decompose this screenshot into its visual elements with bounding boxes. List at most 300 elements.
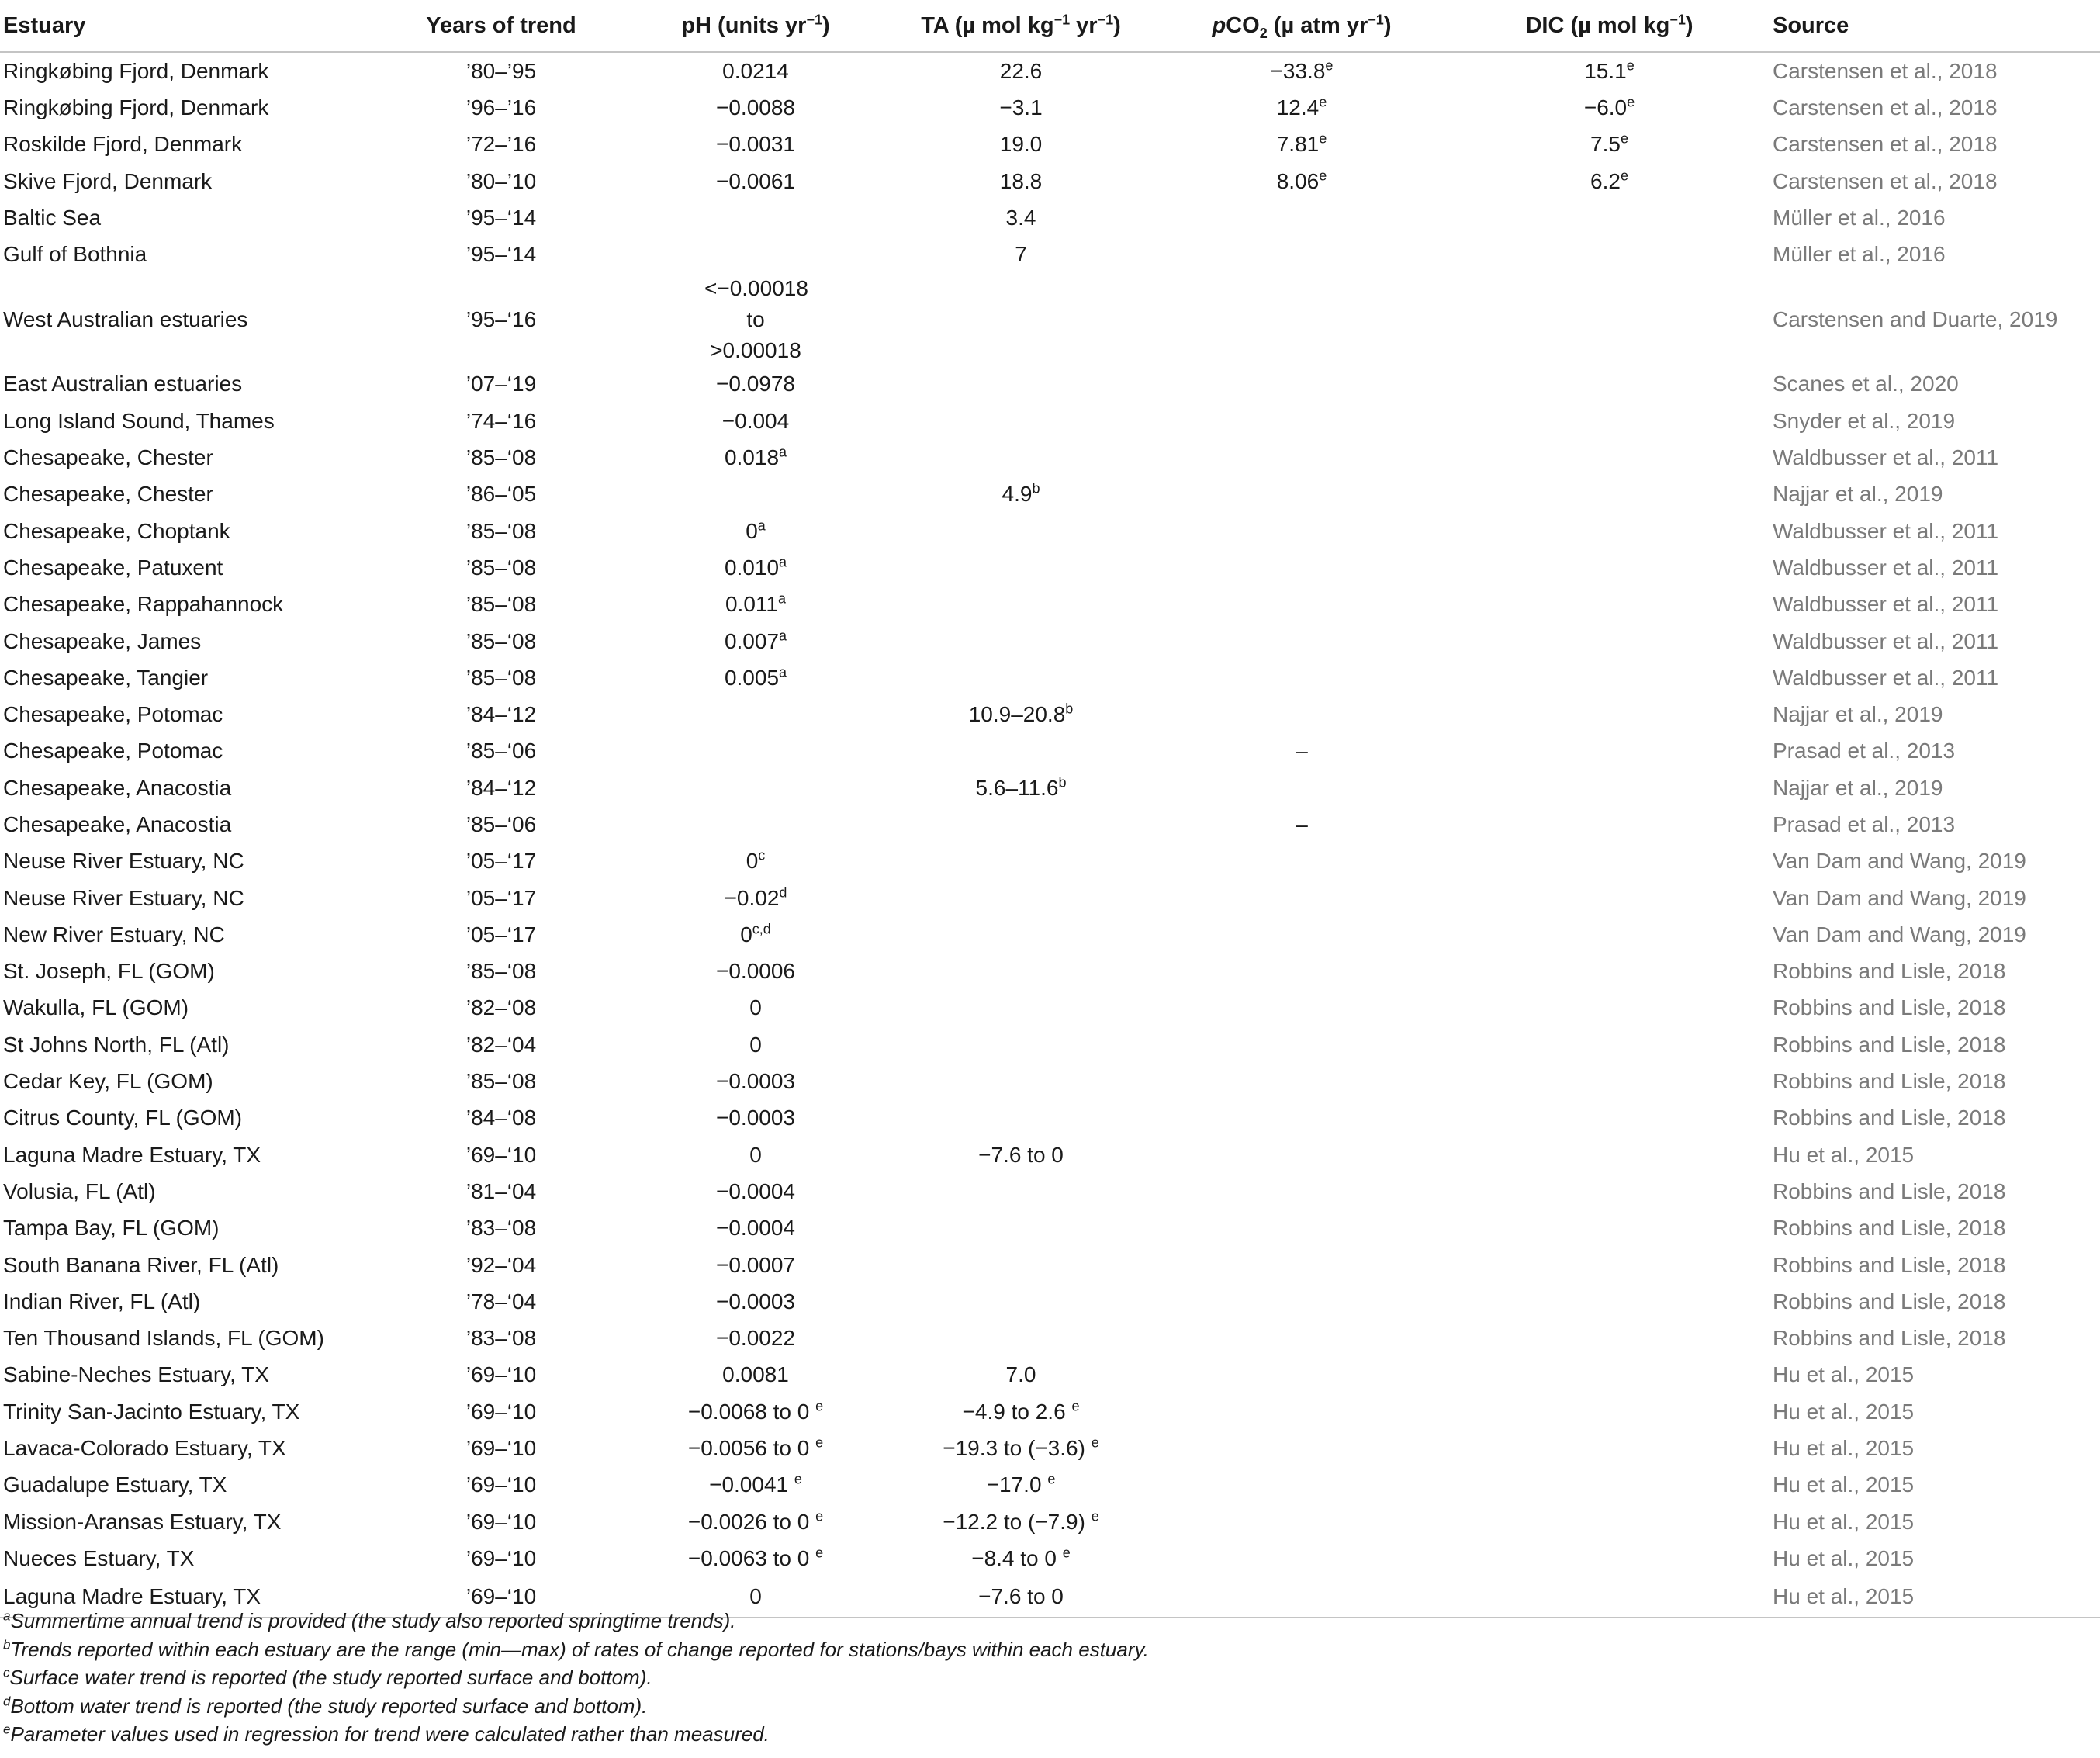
footnote-marker: a <box>779 554 787 570</box>
cell-source: Hu et al., 2015 <box>1773 1545 1915 1570</box>
cell-dic <box>1446 880 1773 916</box>
cell-ta: 7 <box>1015 242 1027 267</box>
table-row <box>0 513 2100 549</box>
cell-dic <box>1446 587 1773 623</box>
cell-ph: −0.0003 <box>716 1289 795 1313</box>
cell-ta: 10.9–20.8$^b$ <box>968 701 1074 727</box>
cell-source: Robbins and Lisle, 2018 <box>1773 1106 2006 1130</box>
cell-estuary: Long Island Sound, Thames <box>3 408 275 433</box>
cell-dic <box>1446 1137 1773 1173</box>
table-row <box>0 273 2100 366</box>
cell-years: ’69–‘10 <box>465 1545 537 1570</box>
cell-pco2 <box>1157 366 1446 403</box>
cell-ta <box>884 1283 1157 1320</box>
cell-pco2 <box>1157 1063 1446 1099</box>
cell-ph: −0.0022 <box>716 1326 795 1351</box>
table-row <box>0 587 2100 623</box>
cell-pco2 <box>1157 953 1446 990</box>
cell-years: ’05–‘17 <box>465 922 537 946</box>
table-row <box>0 1357 2100 1393</box>
cell-ph <box>627 733 884 770</box>
table-row <box>0 236 2100 272</box>
table-row <box>0 696 2100 732</box>
cell-estuary: Lavaca-Colorado Estuary, TX <box>3 1436 286 1461</box>
table-row <box>0 880 2100 916</box>
cell-estuary: Trinity San-Jacinto Estuary, TX <box>3 1399 300 1424</box>
footnote-marker: e <box>815 1434 824 1451</box>
cell-pco2 <box>1157 1540 1446 1576</box>
cell-pco2: −33.8$^e$ <box>1270 57 1334 83</box>
cell-source: Prasad et al., 2013 <box>1773 739 1956 763</box>
cell-estuary: Chesapeake, Choptank <box>3 518 230 543</box>
cell-source: Hu et al., 2015 <box>1773 1142 1915 1167</box>
cell-ta: −3.1 <box>999 95 1043 119</box>
cell-pco2 <box>1157 1100 1446 1137</box>
cell-estuary: Ringkøbing Fjord, Denmark <box>3 95 269 119</box>
cell-source: Waldbusser et al., 2011 <box>1773 518 1999 543</box>
cell-ph: 0$^a$ <box>746 517 766 543</box>
cell-dic <box>1446 623 1773 659</box>
cell-estuary: Laguna Madre Estuary, TX <box>0 1577 375 1618</box>
cell-ta: −7.6 to 0 <box>978 1142 1064 1167</box>
cell-ta <box>884 623 1157 659</box>
cell-ta <box>884 953 1157 990</box>
cell-years: ’83–‘08 <box>465 1216 537 1241</box>
cell-dic <box>1446 1026 1773 1063</box>
cell-ta: 22.6 <box>999 58 1043 83</box>
cell-source: Robbins and Lisle, 2018 <box>1773 1216 2006 1241</box>
cell-source: Carstensen et al., 2018 <box>1773 168 1998 193</box>
cell-source: Hu et al., 2015 <box>1773 1399 1915 1424</box>
cell-pco2 <box>1157 623 1446 659</box>
cell-estuary: Ringkøbing Fjord, Denmark <box>3 58 269 83</box>
cell-ta: 7.0 <box>1005 1362 1036 1387</box>
cell-pco2 <box>1157 236 1446 272</box>
footnote-marker: e <box>1627 94 1635 110</box>
cell-pco2: 8.06e <box>1276 168 1327 193</box>
cell-ph: 0$^{c,d}$ <box>740 921 771 946</box>
cell-estuary: East Australian estuaries <box>3 372 243 396</box>
header-ph: pH (units $yr^{-1}$) <box>627 0 884 52</box>
footnote-mark: b <box>3 1636 11 1652</box>
table-row <box>0 549 2100 586</box>
table-row <box>0 476 2100 513</box>
cell-pco2 <box>1157 1210 1446 1247</box>
footnote-text: Bottom water trend is reported (the study reported surface and bottom). <box>10 1694 648 1718</box>
cell-pco2 <box>1157 916 1446 953</box>
cell-ta: −12.2 to (−7.9) $^e$ <box>943 1508 1099 1534</box>
footnote-text: Surface water trend is reported (the study reported surface and bottom). <box>9 1666 652 1689</box>
table-row <box>0 1540 2100 1576</box>
cell-source: Van Dam and Wang, 2019 <box>1773 922 2026 946</box>
cell-pco2 <box>1157 1247 1446 1283</box>
table-row <box>0 126 2100 163</box>
footnote-marker: b <box>1065 701 1074 717</box>
cell-estuary: South Banana River, FL (Atl) <box>3 1252 279 1277</box>
cell-source: Hu et al., 2015 <box>1773 1472 1915 1497</box>
cell-ta: 18.8 <box>999 168 1043 193</box>
cell-years: ’81–‘04 <box>465 1178 537 1203</box>
header-dic: DIC (µ mol $kg^{-1}$) <box>1446 0 1773 52</box>
cell-years: ’05–‘17 <box>465 885 537 910</box>
cell-dic: 7.5e <box>1590 130 1628 157</box>
footnote-marker: e <box>794 1472 802 1487</box>
cell-dic <box>1446 403 1773 439</box>
cell-ph: 0$^c$ <box>746 847 766 874</box>
footnote-marker: e <box>1091 1434 1099 1451</box>
cell-ph: <−0.00018 to >0.00018 <box>704 275 808 362</box>
footnote-mark: a <box>3 1608 11 1624</box>
cell-years: ’69–‘10 <box>465 1362 537 1387</box>
footnote-marker: e <box>1620 130 1628 147</box>
cell-ta: 5.6–11.6$^b$ <box>975 774 1067 800</box>
cell-ta: 3.4 <box>1005 205 1036 230</box>
cell-estuary: Chesapeake, Anacostia <box>3 812 232 836</box>
cell-dic <box>1446 1504 1773 1540</box>
footnote-marker: e <box>1319 130 1327 147</box>
cell-dic <box>1446 1577 1773 1618</box>
cell-pco2 <box>1157 843 1446 880</box>
footnote <box>3 1607 1149 1635</box>
cell-ta <box>884 1063 1157 1099</box>
footnote-marker: b <box>1058 774 1067 791</box>
cell-ph <box>627 199 884 236</box>
table-row <box>0 403 2100 439</box>
table-row <box>0 1320 2100 1357</box>
cell-ph <box>627 476 884 513</box>
cell-estuary: Gulf of Bothnia <box>3 242 147 267</box>
cell-ta: −19.3 to (−3.6) $^e$ <box>943 1434 1099 1461</box>
footnote-text: Summertime annual trend is provided (the study also reported springtime trends). <box>10 1609 736 1632</box>
header-pco2: pCO$_2$ (µ atm $yr^{-1}$) <box>1157 0 1446 52</box>
table-row <box>0 770 2100 806</box>
cell-pco2 <box>1157 587 1446 623</box>
cell-ph: −0.02$^d$ <box>724 884 787 910</box>
cell-years: ’85–‘08 <box>465 555 537 580</box>
cell-pco2: – <box>1296 812 1308 836</box>
cell-dic <box>1446 1173 1773 1209</box>
cell-dic <box>1446 1247 1773 1283</box>
footnote <box>3 1720 1149 1749</box>
cell-ph: −0.0003 <box>716 1106 795 1130</box>
table-row <box>0 1100 2100 1137</box>
cell-years: ’86–‘05 <box>465 482 537 507</box>
footnote-marker: e <box>1626 57 1635 74</box>
cell-source: Prasad et al., 2013 <box>1773 812 1956 836</box>
cell-dic <box>1446 843 1773 880</box>
footnote-mark: d <box>3 1693 11 1708</box>
cell-years: ’95–‘16 <box>465 306 537 331</box>
table-row <box>0 163 2100 199</box>
cell-ph: 0.0081 <box>722 1362 789 1387</box>
cell-source: Carstensen et al., 2018 <box>1773 58 1998 83</box>
footnote-marker: a <box>779 628 787 644</box>
table-row <box>0 659 2100 696</box>
cell-ta <box>884 1210 1157 1247</box>
cell-estuary: Chesapeake, Tangier <box>3 665 209 690</box>
cell-dic: 6.2e <box>1590 168 1628 193</box>
cell-years: ’85–‘08 <box>465 592 537 617</box>
cell-years: ’05–‘17 <box>465 849 537 874</box>
cell-years: ’82–‘04 <box>465 1032 537 1057</box>
cell-dic <box>1446 199 1773 236</box>
footnote-marker: d <box>779 884 787 901</box>
cell-estuary: Chesapeake, Potomac <box>3 702 223 727</box>
footnote-marker: e <box>1620 168 1628 184</box>
cell-estuary: Chesapeake, Rappahannock <box>3 592 284 617</box>
cell-ta: 4.9$^b$ <box>1002 480 1040 507</box>
cell-years: ’07–‘19 <box>465 372 537 396</box>
cell-years: ’85–‘06 <box>465 812 537 836</box>
cell-ph: −0.0006 <box>716 959 795 984</box>
cell-pco2 <box>1157 1393 1446 1430</box>
cell-years: ’84–‘08 <box>465 1106 537 1130</box>
cell-dic <box>1446 1357 1773 1393</box>
cell-estuary: Nueces Estuary, TX <box>3 1545 195 1570</box>
cell-ph: −0.0068 to 0 $^e$ <box>687 1398 824 1424</box>
table-row <box>0 953 2100 990</box>
cell-source: Müller et al., 2016 <box>1773 242 1946 267</box>
cell-years: ’80–’95 <box>465 58 537 83</box>
cell-estuary: Citrus County, FL (GOM) <box>3 1106 243 1130</box>
table-row <box>0 1173 2100 1209</box>
cell-dic <box>1446 366 1773 403</box>
cell-pco2 <box>1157 476 1446 513</box>
cell-estuary: Neuse River Estuary, NC <box>3 849 244 874</box>
cell-ph: −0.0061 <box>716 168 795 193</box>
cell-ta <box>884 880 1157 916</box>
footnote <box>3 1692 1149 1721</box>
cell-ph: 0 <box>749 995 762 1020</box>
cell-source: Hu et al., 2015 <box>1773 1362 1915 1387</box>
cell-pco2 <box>1157 880 1446 916</box>
cell-ph: −0.0007 <box>716 1252 795 1277</box>
cell-estuary: Mission-Aransas Estuary, TX <box>3 1509 282 1534</box>
cell-source: Robbins and Lisle, 2018 <box>1773 995 2006 1020</box>
cell-ph <box>627 770 884 806</box>
footnote <box>3 1663 1149 1692</box>
table-row <box>0 1247 2100 1283</box>
cell-ta <box>884 439 1157 476</box>
cell-years: ’96–’16 <box>465 95 537 119</box>
cell-source: Waldbusser et al., 2011 <box>1773 445 1999 470</box>
cell-dic <box>1446 770 1773 806</box>
cell-ph: 0.005$^a$ <box>724 664 787 690</box>
cell-source: Van Dam and Wang, 2019 <box>1773 885 2026 910</box>
cell-pco2: – <box>1296 739 1308 763</box>
cell-years: ’74–‘16 <box>465 408 537 433</box>
cell-source: Hu et al., 2015 <box>1773 1436 1915 1461</box>
cell-ta <box>884 990 1157 1026</box>
table-row <box>0 1137 2100 1173</box>
footnote-marker: e <box>1071 1398 1080 1414</box>
cell-years: ’69–‘10 <box>465 1472 537 1497</box>
footnote-marker: b <box>1032 480 1040 497</box>
cell-ta <box>884 1173 1157 1209</box>
cell-pco2 <box>1157 1577 1446 1618</box>
cell-dic <box>1446 273 1773 366</box>
cell-pco2 <box>1157 273 1446 366</box>
cell-pco2 <box>1157 1320 1446 1357</box>
cell-pco2: 7.81e <box>1276 130 1327 157</box>
cell-ph: 0.007$^a$ <box>724 628 787 653</box>
cell-years: ’72–’16 <box>465 132 537 157</box>
cell-years: ’69–‘10 <box>375 1577 627 1618</box>
cell-dic <box>1446 439 1773 476</box>
cell-dic <box>1446 513 1773 549</box>
cell-estuary: Guadalupe Estuary, TX <box>3 1472 227 1497</box>
cell-source: Snyder et al., 2019 <box>1773 408 1956 433</box>
cell-ta <box>884 1247 1157 1283</box>
cell-pco2 <box>1157 1173 1446 1209</box>
cell-source: Müller et al., 2016 <box>1773 205 1946 230</box>
footnote-marker: e <box>1091 1508 1099 1524</box>
cell-pco2 <box>1157 1430 1446 1466</box>
cell-source: Van Dam and Wang, 2019 <box>1773 849 2026 874</box>
cell-ph: 0 <box>627 1577 884 1618</box>
cell-years: ’85–‘08 <box>465 1069 537 1094</box>
cell-dic <box>1446 990 1773 1026</box>
cell-pco2 <box>1157 659 1446 696</box>
cell-ta <box>884 806 1157 843</box>
cell-source: Robbins and Lisle, 2018 <box>1773 1289 2006 1313</box>
cell-dic <box>1446 1540 1773 1576</box>
cell-source: Carstensen and Duarte, 2019 <box>1773 306 2058 331</box>
cell-dic: −6.0$^e$ <box>1583 94 1635 119</box>
cell-ph: 0.0214 <box>722 58 789 83</box>
footnote-text: Trends reported within each estuary are the range (min—max) of rates of change reported for stations/bays within each estuary. <box>10 1637 1149 1661</box>
footnote-marker: a <box>779 664 787 680</box>
cell-ph: 0.018$^a$ <box>724 444 787 470</box>
cell-source: Scanes et al., 2020 <box>1773 372 1959 396</box>
cell-ta <box>884 1320 1157 1357</box>
cell-dic <box>1446 1100 1773 1137</box>
cell-ta: −7.6 to 0 <box>884 1577 1157 1618</box>
footnote-marker: e <box>815 1398 824 1414</box>
cell-years: ’78–‘04 <box>465 1289 537 1313</box>
cell-estuary: Tampa Bay, FL (GOM) <box>3 1216 220 1241</box>
cell-ph: 0 <box>749 1142 762 1167</box>
cell-dic <box>1446 549 1773 586</box>
cell-years: ’85–‘06 <box>465 739 537 763</box>
cell-source: Robbins and Lisle, 2018 <box>1773 1326 2006 1351</box>
cell-ta <box>884 273 1157 366</box>
table-row <box>0 366 2100 403</box>
cell-dic <box>1446 1430 1773 1466</box>
table-row <box>0 623 2100 659</box>
cell-pco2 <box>1157 990 1446 1026</box>
cell-years: ’84–‘12 <box>465 775 537 800</box>
table-row <box>0 990 2100 1026</box>
footnote-marker: a <box>757 517 766 534</box>
cell-pco2 <box>1157 403 1446 439</box>
cell-source: Carstensen et al., 2018 <box>1773 95 1998 119</box>
cell-years: ’69–‘10 <box>465 1436 537 1461</box>
table-row <box>0 89 2100 126</box>
footnote-marker: e <box>815 1508 824 1524</box>
cell-source: Najjar et al., 2019 <box>1773 702 1943 727</box>
cell-ta: −8.4 to 0 $^e$ <box>971 1545 1071 1570</box>
cell-years: ’69–‘10 <box>465 1509 537 1534</box>
cell-ph: −0.0003 <box>716 1069 795 1094</box>
cell-ph: 0.010$^a$ <box>724 554 787 580</box>
footnote-marker: e <box>1319 94 1327 110</box>
header-estuary: Estuary <box>0 0 375 52</box>
cell-dic <box>1446 1393 1773 1430</box>
cell-years: ’84–‘12 <box>465 702 537 727</box>
cell-ta <box>884 513 1157 549</box>
table-body <box>0 52 2100 1618</box>
cell-ph: −0.0041 $^e$ <box>709 1472 802 1497</box>
cell-ta <box>884 403 1157 439</box>
cell-years: ’85–‘08 <box>465 665 537 690</box>
cell-dic: 15.1e <box>1584 57 1635 83</box>
cell-source: Robbins and Lisle, 2018 <box>1773 1032 2006 1057</box>
cell-ta <box>884 549 1157 586</box>
cell-pco2 <box>1157 1467 1446 1504</box>
cell-estuary: New River Estuary, NC <box>3 922 225 946</box>
footnote-marker: e <box>1047 1472 1056 1487</box>
cell-ph <box>627 236 884 272</box>
table-row <box>0 1026 2100 1063</box>
table-row <box>0 1063 2100 1099</box>
cell-estuary: Chesapeake, Patuxent <box>3 555 223 580</box>
cell-ph: −0.0026 to 0 $^e$ <box>687 1508 824 1534</box>
cell-source: Hu et al., 2015 <box>1773 1509 1915 1534</box>
cell-source: Robbins and Lisle, 2018 <box>1773 959 2006 984</box>
cell-dic <box>1446 733 1773 770</box>
footnote-mark: c <box>3 1665 10 1680</box>
table-header <box>0 0 2100 52</box>
cell-estuary: St Johns North, FL (Atl) <box>3 1032 230 1057</box>
cell-estuary: Cedar Key, FL (GOM) <box>3 1069 213 1094</box>
cell-estuary: St. Joseph, FL (GOM) <box>3 959 215 984</box>
cell-estuary: Neuse River Estuary, NC <box>3 885 244 910</box>
footnote-marker: e <box>1325 57 1334 74</box>
cell-ta <box>884 659 1157 696</box>
cell-source: Waldbusser et al., 2011 <box>1773 555 1999 580</box>
cell-estuary: Laguna Madre Estuary, TX <box>3 1142 261 1167</box>
cell-estuary: Skive Fjord, Denmark <box>3 168 213 193</box>
table-footnotes <box>3 1607 1149 1749</box>
cell-estuary: Roskilde Fjord, Denmark <box>3 132 243 157</box>
header-row <box>0 0 2100 52</box>
cell-estuary: Chesapeake, Chester <box>3 482 213 507</box>
footnote-marker: e <box>1319 168 1327 184</box>
cell-pco2 <box>1157 1026 1446 1063</box>
cell-years: ’85–‘08 <box>465 959 537 984</box>
table-row <box>0 733 2100 770</box>
footnote-marker: c <box>758 847 766 863</box>
footnote-marker: e <box>1062 1545 1071 1561</box>
cell-pco2 <box>1157 199 1446 236</box>
cell-years: ’85–‘08 <box>465 445 537 470</box>
cell-pco2: 12.4e <box>1276 94 1327 119</box>
cell-dic <box>1446 806 1773 843</box>
cell-estuary: Chesapeake, James <box>3 628 202 653</box>
cell-ph: −0.0004 <box>716 1216 795 1241</box>
cell-estuary: Baltic Sea <box>3 205 102 230</box>
cell-ph: −0.0031 <box>716 132 795 157</box>
cell-source: Robbins and Lisle, 2018 <box>1773 1178 2006 1203</box>
footnote-marker: e <box>815 1545 824 1561</box>
table-row <box>0 1430 2100 1466</box>
cell-ph: −0.0978 <box>716 372 795 396</box>
cell-dic <box>1446 1210 1773 1247</box>
cell-years: ’69–‘10 <box>465 1142 537 1167</box>
cell-dic <box>1446 1283 1773 1320</box>
cell-estuary: Wakulla, FL (GOM) <box>3 995 189 1020</box>
